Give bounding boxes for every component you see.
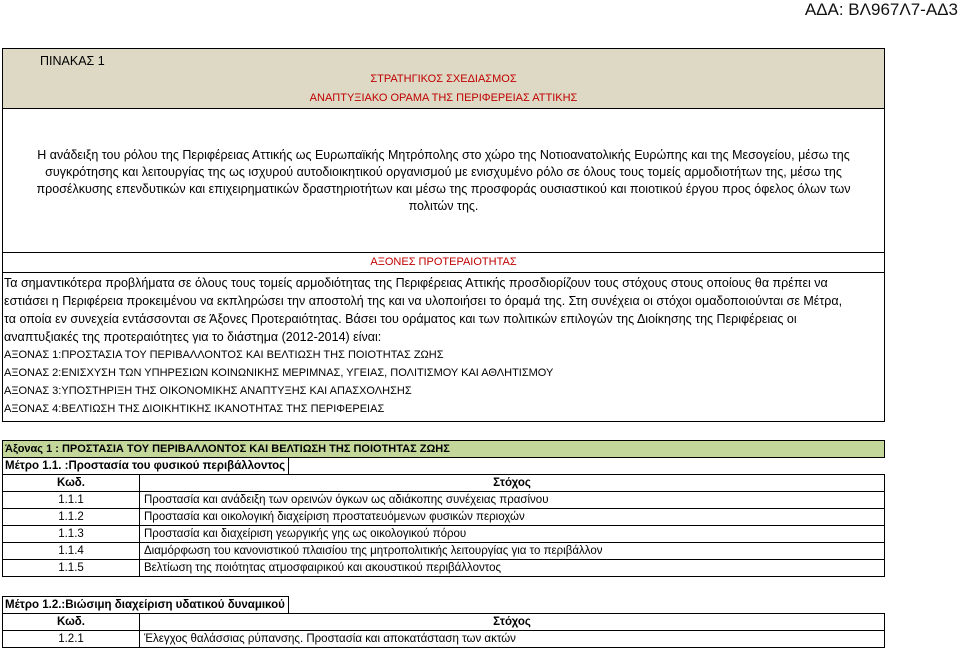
- goal-code: 1.1.5: [3, 560, 140, 576]
- axis-list-item: ΑΞΟΝΑΣ 3:ΥΠΟΣΤΗΡΙΞΗ ΤΗΣ ΟΙΚΟΝΟΜΙΚΗΣ ΑΝΑΠΤΥΞΗΣ ΚΑΙ ΑΠΑΣΧΟΛΗΣΗΣ: [4, 385, 412, 397]
- goal-code: 1.1.2: [3, 509, 140, 525]
- axis-list-item: ΑΞΟΝΑΣ 1:ΠΡΟΣΤΑΣΙΑ ΤΟΥ ΠΕΡΙΒΑΛΛΟΝΤΟΣ ΚΑΙ ΒΕΛΤΙΩΣΗ ΤΗΣ ΠΟΙΟΤΗΤΑΣ ΖΩΗΣ: [4, 349, 444, 361]
- table-row: [2, 630, 885, 648]
- table-row: [2, 542, 885, 560]
- axis-1-table: [2, 440, 885, 648]
- goal-text: Διαμόρφωση του κανονιστικού πλαισίου της μητροπολιτικής λειτουργίας για το περιβάλλον: [144, 545, 603, 557]
- vision-line: πολιτών της.: [408, 199, 479, 213]
- axis-title-row: Άξονας 1 : ΠΡΟΣΤΑΣΙΑ ΤΟΥ ΠΕΡΙΒΑΛΛΟΝΤΟΣ ΚΑΙ ΒΕΛΤΙΩΣΗ ΤΗΣ ΠΟΙΟΤΗΤΑΣ ΖΩΗΣ: [2, 440, 885, 458]
- strategic-plan-table: [2, 48, 885, 422]
- goal-header: Στόχος: [493, 477, 531, 489]
- measure-title-row: Μέτρο 1.2.:Βιώσιμη διαχείριση υδατικού δυναμικού: [2, 596, 289, 614]
- table-row: [2, 525, 885, 543]
- vision-statement: [3, 147, 884, 215]
- goal-code: 1.1.1: [3, 492, 140, 508]
- section-subheading: ΑΝΑΠΤΥΞΙΑΚΟ ΟΡΑΜΑ ΤΗΣ ΠΕΡΙΦΕΡΕΙΑΣ ΑΤΤΙΚΗΣ: [309, 92, 578, 104]
- ada-code: ΑΔΑ: ΒΛ967Λ7-ΑΔ3: [804, 0, 958, 19]
- priorities-line: τα οποία εν συνεχεία εντάσσονται σε Άξονες Προτεραιότητας. Βάσει του οράματος και των πολιτικών επιλογών της Διοίκησης της Περιφέρειας οι: [4, 312, 797, 326]
- goal-text: Προστασία και διαχείριση γεωργικής γης ως οικολογικού πόρου: [144, 528, 467, 540]
- axis-list-item: ΑΞΟΝΑΣ 4:ΒΕΛΤΙΩΣΗ ΤΗΣ ΔΙΟΙΚΗΤΙΚΗΣ ΙΚΑΝΟΤΗΤΑΣ ΤΗΣ ΠΕΡΙΦΕΡΕΙΑΣ: [4, 403, 385, 415]
- measure-title-row: Μέτρο 1.1. :Προστασία του φυσικού περιβάλλοντος: [2, 457, 289, 475]
- priorities-heading: ΑΞΟΝΕΣ ΠΡΟΤΕΡΑΙΟΤΗΤΑΣ: [3, 252, 884, 273]
- section-heading: ΣΤΡΑΤΗΓΙΚΟΣ ΣΧΕΔΙΑΣΜΟΣ: [370, 73, 517, 85]
- table-row: [2, 559, 885, 577]
- goal-text: Βελτίωση της ποιότητας ατμοσφαιρικού και ακουστικού περιβάλλοντος: [144, 562, 502, 574]
- priorities-text: [4, 274, 884, 418]
- goal-code: 1.1.4: [3, 543, 140, 559]
- code-header: Κωδ.: [3, 614, 140, 630]
- goal-code: 1.2.1: [3, 631, 140, 647]
- vision-line: συγκρότησης και λειτουργίας της ως ισχυρού αυτοδιοικητικού οργανισμού με ενισχυμένο ρόλο σε όλους τους τομείς αρμοδιοτήτων της, μέσω της: [45, 165, 842, 179]
- vision-line: προσέλκυσης επενδυτικών και επιχειρηματικών δραστηριοτήτων και μέσω της προσφοράς ουσιαστικού και ποιοτικού έργου προς όφελος όλων των: [36, 182, 851, 196]
- priorities-line: εστιάσει η Περιφέρεια προκειμένου να εκπληρώσει την αποστολή της και να υλοποιήσει το όραμά της. Στη συνέχεια οι στόχοι ομαδοποιούνται σε Μέτρα,: [4, 294, 843, 308]
- table-row: [2, 491, 885, 509]
- code-header: Κωδ.: [3, 475, 140, 491]
- priorities-line: Τα σημαντικότερα προβλήματα σε όλους τους τομείς αρμοδιότητας της Περιφέρειας Αττικής προσδιορίζουν τους στόχους στους οποίους θα πρέπει να: [4, 276, 828, 290]
- vision-line: Η ανάδειξη του ρόλου της Περιφέρειας Αττικής ως Ευρωπαϊκής Μητρόπολης στο χώρο της Νοτιοανατολικής Ευρώπης και της Μεσογείου, μέσω της: [37, 148, 850, 162]
- table-title-band: [3, 49, 884, 109]
- goal-text: Έλεγχος θαλάσσιας ρύπανσης. Προστασία και αποκατάσταση των ακτών: [144, 633, 516, 645]
- table-row: [2, 508, 885, 526]
- axis-list-item: ΑΞΟΝΑΣ 2:ΕΝΙΣΧΥΣΗ ΤΩΝ ΥΠΗΡΕΣΙΩΝ ΚΟΙΝΩΝΙΚΗΣ ΜΕΡΙΜΝΑΣ, ΥΓΕΙΑΣ, ΠΟΛΙΤΙΣΜΟΥ ΚΑΙ ΑΘΛΗΤΙΣΜΟΥ: [4, 367, 554, 379]
- goals-header-row: [2, 474, 885, 492]
- goal-code: 1.1.3: [3, 526, 140, 542]
- goal-header: Στόχος: [493, 616, 531, 628]
- table-number: ΠΙΝΑΚΑΣ 1: [40, 54, 105, 68]
- goal-text: Προστασία και ανάδειξη των ορεινών όγκων ως αδιάκοπης συνέχειας πρασίνου: [144, 494, 549, 506]
- goals-header-row: [2, 613, 885, 631]
- goal-text: Προστασία και οικολογική διαχείριση προστατευόμενων φυσικών περιοχών: [144, 511, 525, 523]
- priorities-line: αναπτυξιακές της προτεραιότητες για το διάστημα (2012-2014) είναι:: [4, 330, 382, 344]
